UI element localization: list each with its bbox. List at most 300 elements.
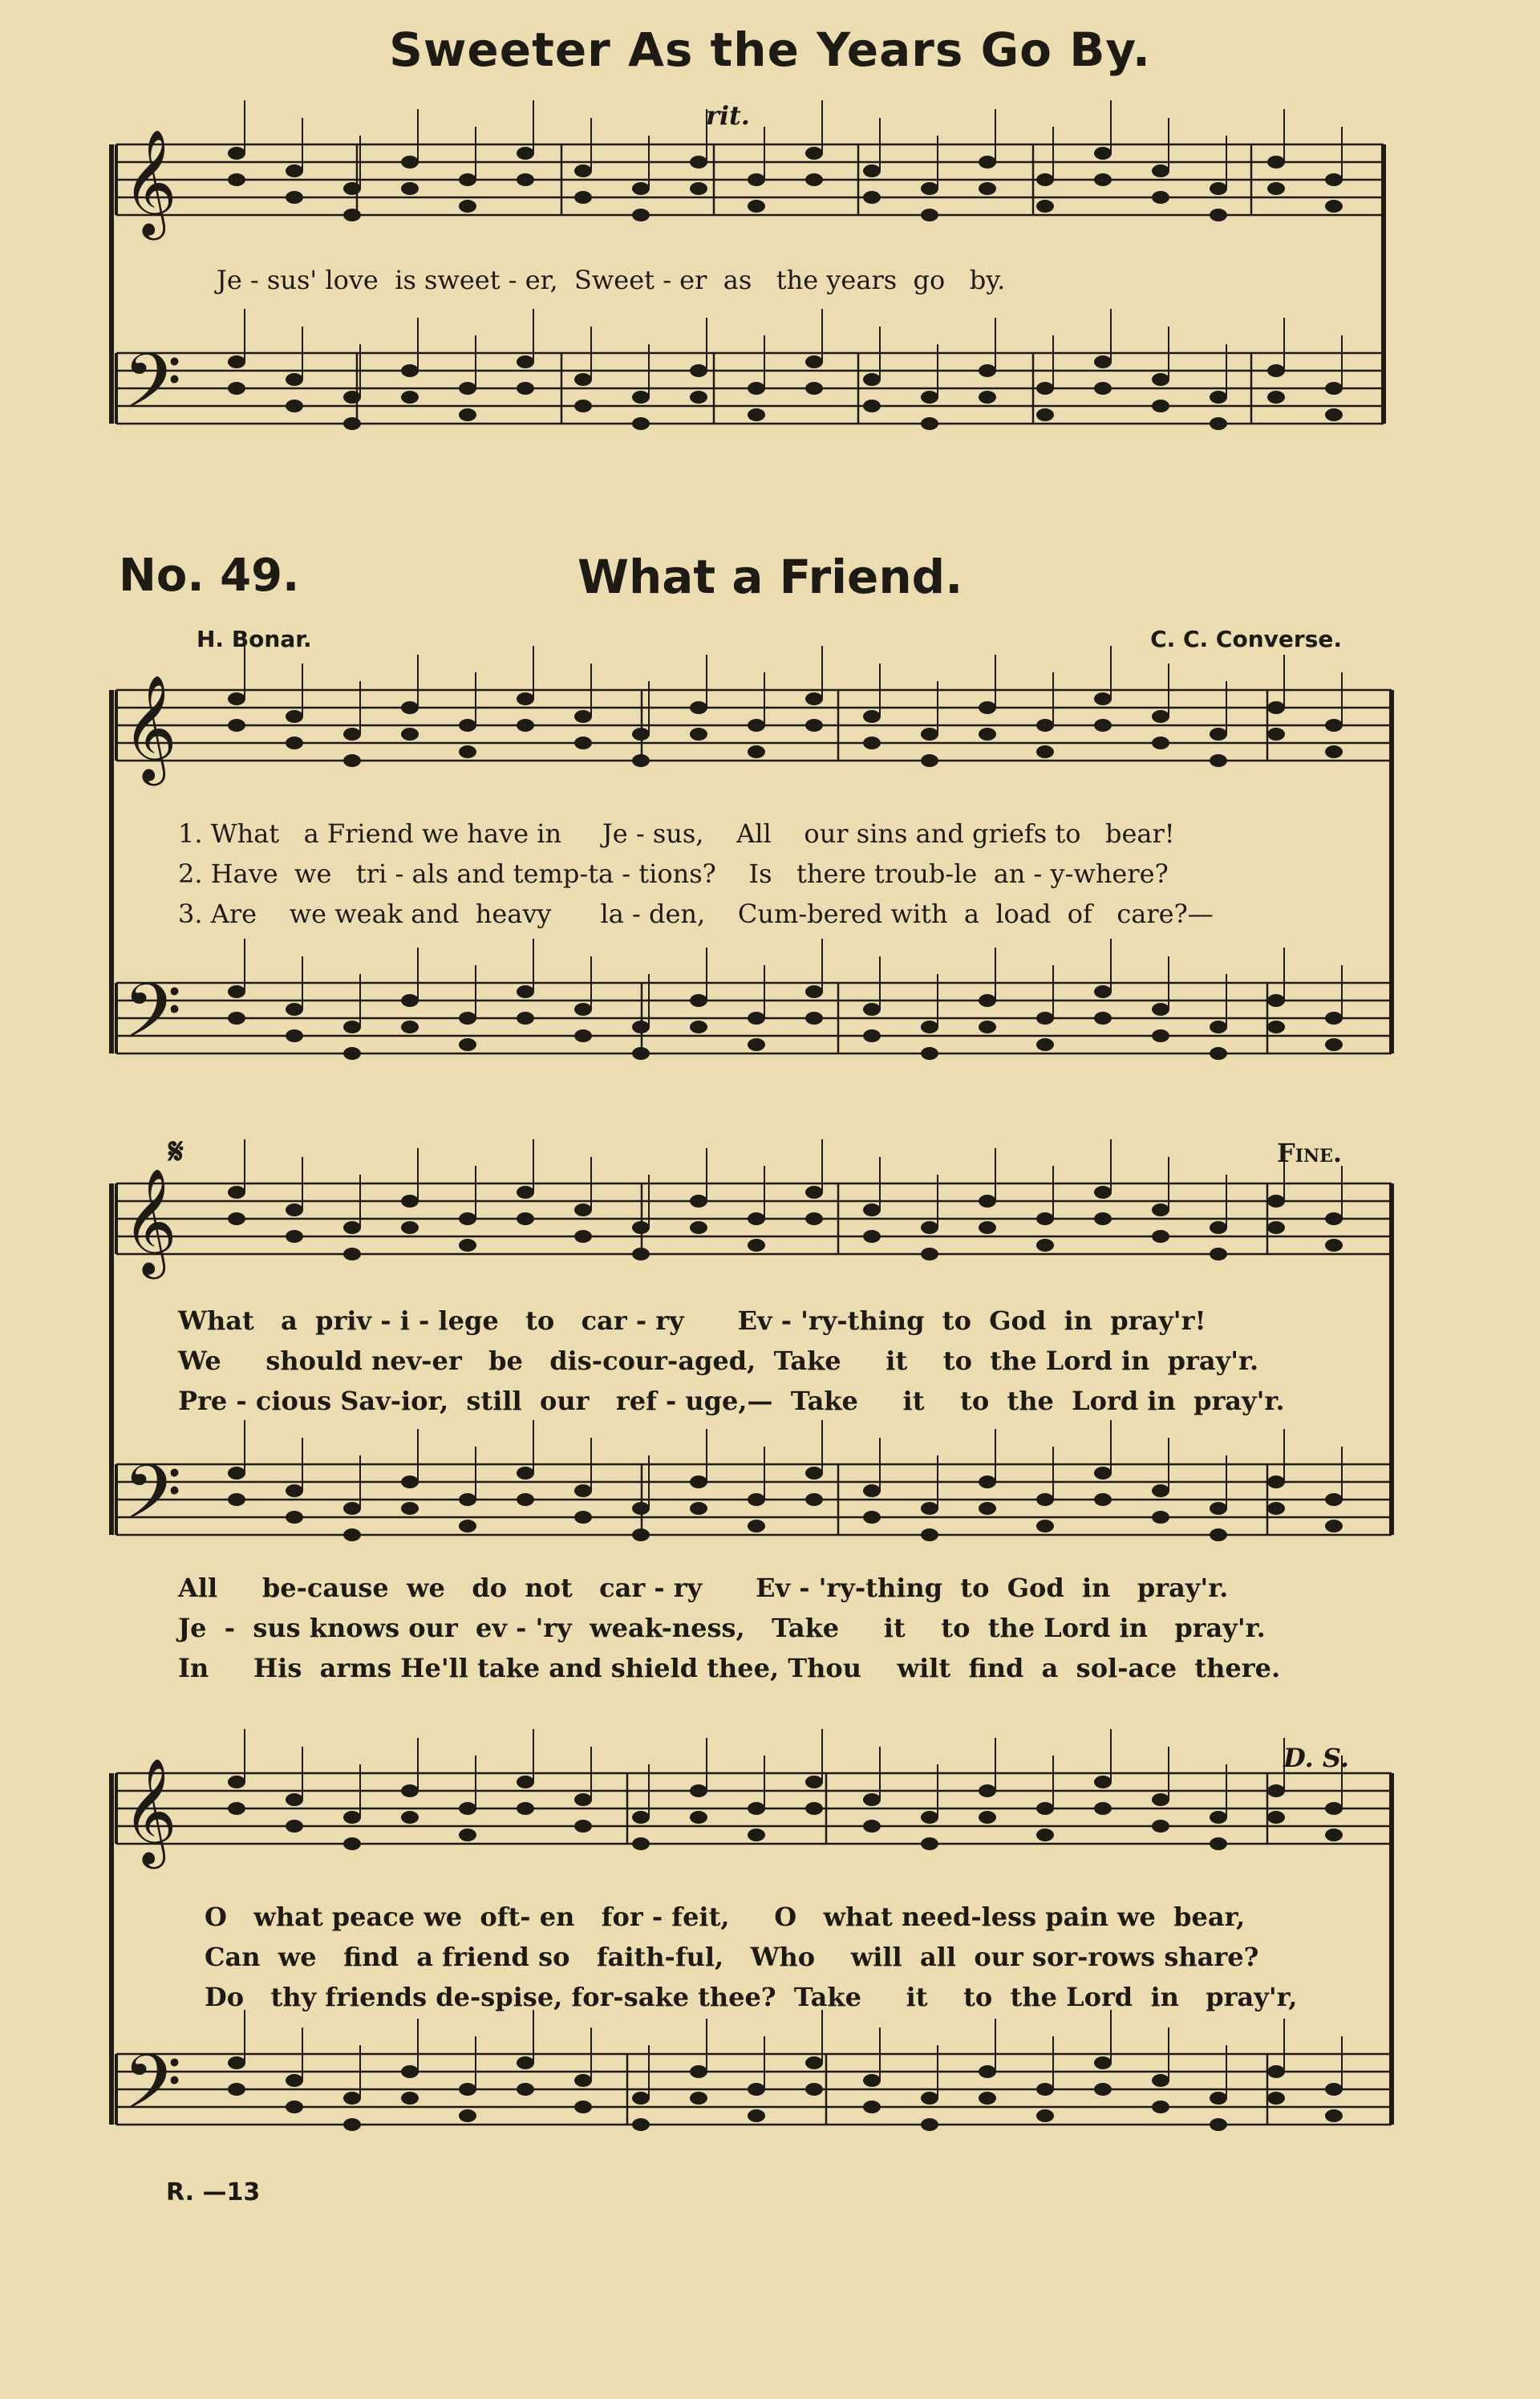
system4-bass-note (748, 2083, 765, 2096)
system2-treble-note (401, 728, 419, 741)
system2-treble-note (459, 745, 476, 758)
system4-treble-note (921, 1837, 938, 1850)
system3-treble-note (690, 1221, 707, 1234)
system3-treble-note (1325, 1212, 1343, 1225)
system3-treble-note (1267, 1221, 1285, 1234)
system4-bass-note (286, 2074, 303, 2087)
system4-bass-note (632, 2092, 650, 2105)
system1-treble-note (979, 182, 996, 195)
system1-bass-note (748, 408, 765, 421)
system4-treble-note (1036, 1829, 1054, 1841)
system2-bass-note (1036, 1038, 1054, 1051)
system2-bass-note (517, 1012, 534, 1025)
system1-treble-note (1267, 182, 1285, 195)
system4-bass-note (459, 2083, 476, 2096)
system1-treble-note (748, 173, 765, 186)
system2-bass-note (748, 1012, 765, 1025)
system4-treble-note (921, 1811, 938, 1824)
system3-bass-note (632, 1502, 650, 1515)
system3-treble-note (632, 1221, 650, 1234)
system4-treble-note (690, 1811, 707, 1824)
system4-bass-note (228, 2083, 245, 2096)
system4-treble-note (343, 1811, 361, 1824)
system2-bass-note (574, 1029, 592, 1042)
system3-treble-note (574, 1230, 592, 1243)
system1-bass-note (979, 391, 996, 404)
song2-title: What a Friend. (578, 550, 963, 604)
system3-treble-note (1152, 1230, 1169, 1243)
system4-bass-note (690, 2092, 707, 2105)
system3-treble-note (863, 1204, 881, 1216)
system3-treble-note (632, 1248, 650, 1260)
system4-bass-note (459, 2109, 476, 2122)
system3-bass-note (228, 1493, 245, 1506)
system1-treble-note (1094, 173, 1112, 186)
system3-bass-note (1036, 1493, 1054, 1506)
system2-bass-note (979, 994, 996, 1007)
song1-lyric: Je - sus' love is sweet - er, Sweet - er as the years go by. (217, 265, 1006, 295)
system4-bass-note (979, 2092, 996, 2105)
system3-bass-note (921, 1528, 938, 1541)
system2-bass-note (1210, 1047, 1227, 1060)
system4-bass-note (1325, 2109, 1343, 2122)
system2-treble-note (517, 719, 534, 732)
system2-treble-note (1152, 710, 1169, 723)
system1-bass-note (632, 417, 650, 430)
system1-bass-note (574, 373, 592, 386)
system4-treble-note (1094, 1776, 1112, 1788)
system2-bass-note (1325, 1012, 1343, 1025)
system2-bass-note (863, 1003, 881, 1016)
ds-marking: D. S. (1283, 1743, 1349, 1773)
system2-bass-clef: 𝄢 (123, 967, 182, 1074)
system1-bass-note (1094, 382, 1112, 395)
system3-treble-note (805, 1186, 823, 1199)
system4-bass-note (805, 2083, 823, 2096)
system3-bass-note (1210, 1502, 1227, 1515)
system4-bass-note (863, 2074, 881, 2087)
system3-treble-note (921, 1221, 938, 1234)
system4-bass-note (228, 2056, 245, 2069)
system1-bass-note (459, 382, 476, 395)
system3-bass-note (1094, 1493, 1112, 1506)
system2-bass-note (286, 1003, 303, 1016)
system2-bass-note (459, 1012, 476, 1025)
system2-treble-note (1152, 737, 1169, 749)
system2-treble-note (1036, 719, 1054, 732)
system3-bass-note (632, 1528, 650, 1541)
system3-treble-note (1267, 1195, 1285, 1208)
system1-treble-note (1267, 156, 1285, 168)
system2-bass-note (228, 1012, 245, 1025)
system3-bass-note (1267, 1502, 1285, 1515)
system4-bass-note (690, 2065, 707, 2078)
system4-bass-note (921, 2118, 938, 2131)
system1-treble-note (401, 156, 419, 168)
system2-bass-note (1267, 994, 1285, 1007)
system1-bass-note (632, 391, 650, 404)
system4-bass-note (1210, 2118, 1227, 2131)
system2-bass-note (805, 1012, 823, 1025)
system2-treble-note (748, 719, 765, 732)
system2-bass-note (863, 1029, 881, 1042)
system3-bass-note (690, 1502, 707, 1515)
system4-treble-note (517, 1776, 534, 1788)
system2-bass-note (632, 1021, 650, 1033)
system3-bass-note (401, 1502, 419, 1515)
system4-bass-note (1152, 2101, 1169, 2113)
system2-treble-note (343, 754, 361, 767)
system1-treble-note (286, 191, 303, 204)
verse-line-2b: We should nev-er be dis-cour-aged, Take it to the Lord in pray'r. (178, 1346, 1259, 1376)
system4-bass-note (1210, 2092, 1227, 2105)
verse-line-3c: In His arms He'll take and shield thee, Thou wilt find a sol-ace there. (178, 1653, 1281, 1683)
system3-treble-note (286, 1204, 303, 1216)
system2-treble-note (228, 719, 245, 732)
system4-treble-note (1094, 1802, 1112, 1815)
system4-treble-note (517, 1802, 534, 1815)
system3-treble-note (979, 1195, 996, 1208)
system4-bass-note (343, 2118, 361, 2131)
system2-bass-note (921, 1047, 938, 1060)
system2-bass-note (574, 1003, 592, 1016)
system1-treble-note (286, 164, 303, 177)
system2-treble-note (921, 754, 938, 767)
system2-bass-note (343, 1047, 361, 1060)
system2-treble-note (228, 692, 245, 705)
system3-bass-note (1036, 1520, 1054, 1532)
system3-treble-note (1036, 1239, 1054, 1252)
system3-bass-note (748, 1520, 765, 1532)
system3-treble-note (1210, 1248, 1227, 1260)
system1-treble-note (748, 200, 765, 213)
system3-treble-note (748, 1212, 765, 1225)
system3-bass-note (574, 1511, 592, 1524)
system3-bass-note (343, 1528, 361, 1541)
system3-treble-note (1036, 1212, 1054, 1225)
verse-line-3d: Do thy friends de-spise, for-sake thee? Take it to the Lord in pray'r, (205, 1982, 1298, 2012)
system4-treble-note (459, 1829, 476, 1841)
system3-bass-note (401, 1476, 419, 1488)
system4-treble-note (1267, 1811, 1285, 1824)
system3-bass-note (979, 1502, 996, 1515)
system4-treble-note (748, 1829, 765, 1841)
verse-line-2c: Je - sus knows our ev - 'ry weak-ness, Take it to the Lord in pray'r. (178, 1613, 1266, 1643)
system1-treble-note (1036, 173, 1054, 186)
system1-bass-note (690, 391, 707, 404)
system1-bass-note (1267, 364, 1285, 377)
system1-bass-note (517, 382, 534, 395)
system2-treble-note (1267, 701, 1285, 714)
system3-treble-note (748, 1239, 765, 1252)
system3-bass-note (1210, 1528, 1227, 1541)
system4-treble-note (286, 1793, 303, 1806)
system3-bass-note (1152, 1484, 1169, 1497)
system1-bass-note (286, 400, 303, 412)
system3-bass-note (1325, 1493, 1343, 1506)
system4-bass-note (1325, 2083, 1343, 2096)
system4-bass-note (863, 2101, 881, 2113)
system3-bass-note (921, 1502, 938, 1515)
system2-bass-note (632, 1047, 650, 1060)
system1-treble-note (805, 173, 823, 186)
system4-bass-note (517, 2083, 534, 2096)
system4-treble-note (805, 1776, 823, 1788)
system4-treble-note (1267, 1784, 1285, 1797)
system4-treble-note (286, 1820, 303, 1833)
system2-treble-note (805, 692, 823, 705)
system4-treble-note (228, 1776, 245, 1788)
verse-line-2d: Can we find a friend so faith-ful, Who will all our sor-rows share? (205, 1942, 1259, 1972)
system2-bass-note (1152, 1029, 1169, 1042)
system2-treble-note (690, 728, 707, 741)
system4-treble-note (863, 1793, 881, 1806)
system1-treble-note (690, 182, 707, 195)
system2-treble-note (574, 737, 592, 749)
system3-bass-clef: 𝄢 (123, 1448, 182, 1555)
system3-bass-note (574, 1484, 592, 1497)
system3-treble-note (1210, 1221, 1227, 1234)
system4-treble-note (863, 1820, 881, 1833)
system3-bass-note (805, 1493, 823, 1506)
system1-treble-note (979, 156, 996, 168)
system4-treble-note (1210, 1837, 1227, 1850)
system1-bass-note (1210, 417, 1227, 430)
system1-bass-note (921, 417, 938, 430)
system3-bass-note (286, 1511, 303, 1524)
system2-bass-note (1036, 1012, 1054, 1025)
system1-bass-note (574, 400, 592, 412)
system1-treble-note (517, 147, 534, 160)
system2-bass-note (401, 994, 419, 1007)
system4-treble-note (343, 1837, 361, 1850)
system1-treble-note (1210, 209, 1227, 221)
system2-treble-note (979, 701, 996, 714)
system1-bass-note (748, 382, 765, 395)
system2-treble-note (1210, 728, 1227, 741)
system4-treble-note (1152, 1820, 1169, 1833)
system1-bass-note (805, 382, 823, 395)
system3-bass-note (517, 1493, 534, 1506)
system1-bass-note (1325, 382, 1343, 395)
system2-bass-note (921, 1021, 938, 1033)
system1-bass-note (401, 364, 419, 377)
system3-bass-note (1267, 1476, 1285, 1488)
system3-treble-note (517, 1186, 534, 1199)
system1-treble-note (1094, 147, 1112, 160)
system4-bass-note (632, 2118, 650, 2131)
system1-bass-note (1094, 355, 1112, 368)
system2-bass-note (1267, 1021, 1285, 1033)
system3-treble-note (1094, 1186, 1112, 1199)
verse-line-2a: 2. Have we tri - als and temp-ta - tions? Is there troub-le an - y-where? (178, 859, 1169, 889)
system1-bass-note (1036, 408, 1054, 421)
system1-bass-clef: 𝄢 (123, 337, 182, 444)
system1-treble-note (343, 209, 361, 221)
system1-bass-note (1210, 391, 1227, 404)
fine-marking: Fine. (1277, 1138, 1343, 1168)
system3-treble-note (863, 1230, 881, 1243)
system2-treble-note (863, 737, 881, 749)
system4-bass-note (1036, 2083, 1054, 2096)
system2-bass-note (1210, 1021, 1227, 1033)
system1-bass-note (228, 382, 245, 395)
system2-bass-note (748, 1038, 765, 1051)
system2-treble-note (1094, 692, 1112, 705)
system1-bass-note (921, 391, 938, 404)
system3-treble-note (286, 1230, 303, 1243)
composer-credit: C. C. Converse. (1150, 626, 1342, 652)
system1-treble-note (863, 164, 881, 177)
system4-treble-note (228, 1802, 245, 1815)
system4-bass-note (979, 2065, 996, 2078)
system1-bass-note (517, 355, 534, 368)
system3-bass-note (343, 1502, 361, 1515)
system2-bass-note (1094, 985, 1112, 998)
system4-bass-note (921, 2092, 938, 2105)
system2-treble-note (286, 737, 303, 749)
system1-bass-note (228, 355, 245, 368)
system1-treble-note (632, 182, 650, 195)
system1-bass-note (401, 391, 419, 404)
system2-treble-note (1325, 745, 1343, 758)
system3-treble-note (401, 1195, 419, 1208)
system3-treble-note (979, 1221, 996, 1234)
system3-treble-note (459, 1212, 476, 1225)
system4-bass-note (401, 2092, 419, 2105)
system3-bass-note (1325, 1520, 1343, 1532)
system3-treble-note (401, 1221, 419, 1234)
system2-treble-note (632, 728, 650, 741)
system4-treble-note (401, 1811, 419, 1824)
system2-bass-note (1094, 1012, 1112, 1025)
system4-bass-note (1267, 2065, 1285, 2078)
system4-bass-note (401, 2065, 419, 2078)
system3-treble-note (1094, 1212, 1112, 1225)
system3-treble-note (228, 1212, 245, 1225)
system2-treble-note (979, 728, 996, 741)
system2-bass-note (1325, 1038, 1343, 1051)
system3-treble-note (574, 1204, 592, 1216)
system3-bass-note (863, 1511, 881, 1524)
system3-treble-clef: 𝄞 (123, 1167, 177, 1274)
system3-bass-note (690, 1476, 707, 1488)
verse-line-3b: Pre - cious Sav-ior, still our ref - uge,— Take it to the Lord in pray'r. (178, 1386, 1285, 1416)
system2-treble-note (574, 710, 592, 723)
system3-bass-note (748, 1493, 765, 1506)
system3-bass-note (286, 1484, 303, 1497)
system1-treble-note (401, 182, 419, 195)
verse-line-1a: 1. What a Friend we have in Je - sus, All our sins and griefs to bear! (178, 818, 1175, 849)
system4-treble-note (401, 1784, 419, 1797)
system1-bass-note (863, 400, 881, 412)
system3-bass-note (459, 1520, 476, 1532)
system4-bass-note (343, 2092, 361, 2105)
system2-treble-clef: 𝄞 (123, 674, 177, 781)
system4-bass-note (748, 2109, 765, 2122)
author-credit: H. Bonar. (197, 626, 312, 652)
system3-treble-note (459, 1239, 476, 1252)
system3-bass-note (863, 1484, 881, 1497)
system4-bass-note (574, 2074, 592, 2087)
system2-treble-note (286, 710, 303, 723)
system2-treble-note (1325, 719, 1343, 732)
system3-treble-note (1325, 1239, 1343, 1252)
system3-treble-note (343, 1221, 361, 1234)
system2-treble-note (1267, 728, 1285, 741)
system2-bass-note (228, 985, 245, 998)
system4-treble-note (979, 1784, 996, 1797)
system4-treble-note (1325, 1829, 1343, 1841)
system2-treble-note (343, 728, 361, 741)
system2-treble-note (517, 692, 534, 705)
system1-bass-note (343, 417, 361, 430)
system3-bass-note (979, 1476, 996, 1488)
system1-treble-note (228, 173, 245, 186)
system3-treble-note (1152, 1204, 1169, 1216)
system4-bass-note (1152, 2074, 1169, 2087)
system4-bass-note (1094, 2056, 1112, 2069)
system1-treble-note (632, 209, 650, 221)
system3-treble-note (228, 1186, 245, 1199)
system4-treble-note (574, 1820, 592, 1833)
system2-treble-note (805, 719, 823, 732)
system2-treble-note (1036, 745, 1054, 758)
system3-treble-note (343, 1248, 361, 1260)
system1-treble-note (1152, 191, 1169, 204)
system1-bass-note (863, 373, 881, 386)
system3-treble-note (517, 1212, 534, 1225)
system1-treble-note (517, 173, 534, 186)
system1-bass-note (1267, 391, 1285, 404)
system2-bass-note (343, 1021, 361, 1033)
system4-treble-note (459, 1802, 476, 1815)
system1-bass-note (1036, 382, 1054, 395)
system2-bass-note (286, 1029, 303, 1042)
system3-bass-note (459, 1493, 476, 1506)
system1-treble-note (574, 164, 592, 177)
rit-marking: rit. (706, 100, 750, 131)
system1-bass-note (1325, 408, 1343, 421)
system2-bass-note (459, 1038, 476, 1051)
system1-treble-note (459, 200, 476, 213)
system4-bass-note (574, 2101, 592, 2113)
system1-bass-note (1152, 400, 1169, 412)
system1-treble-note (459, 173, 476, 186)
system2-treble-note (748, 745, 765, 758)
system2-treble-note (632, 754, 650, 767)
system2-treble-note (863, 710, 881, 723)
system3-bass-note (228, 1467, 245, 1480)
system1-bass-note (343, 391, 361, 404)
system4-treble-note (1325, 1802, 1343, 1815)
system2-treble-note (401, 701, 419, 714)
system1-treble-note (1325, 200, 1343, 213)
system1-bass-note (979, 364, 996, 377)
system4-bass-clef: 𝄢 (123, 2038, 182, 2145)
system1-treble-note (1152, 164, 1169, 177)
system2-bass-note (690, 1021, 707, 1033)
system3-bass-note (1094, 1467, 1112, 1480)
system3-bass-note (805, 1467, 823, 1480)
system4-treble-note (632, 1837, 650, 1850)
system3-bass-note (517, 1467, 534, 1480)
system1-treble-note (1325, 173, 1343, 186)
system4-treble-note (1036, 1802, 1054, 1815)
system1-treble-note (805, 147, 823, 160)
system1-bass-note (1152, 373, 1169, 386)
system1-bass-note (690, 364, 707, 377)
